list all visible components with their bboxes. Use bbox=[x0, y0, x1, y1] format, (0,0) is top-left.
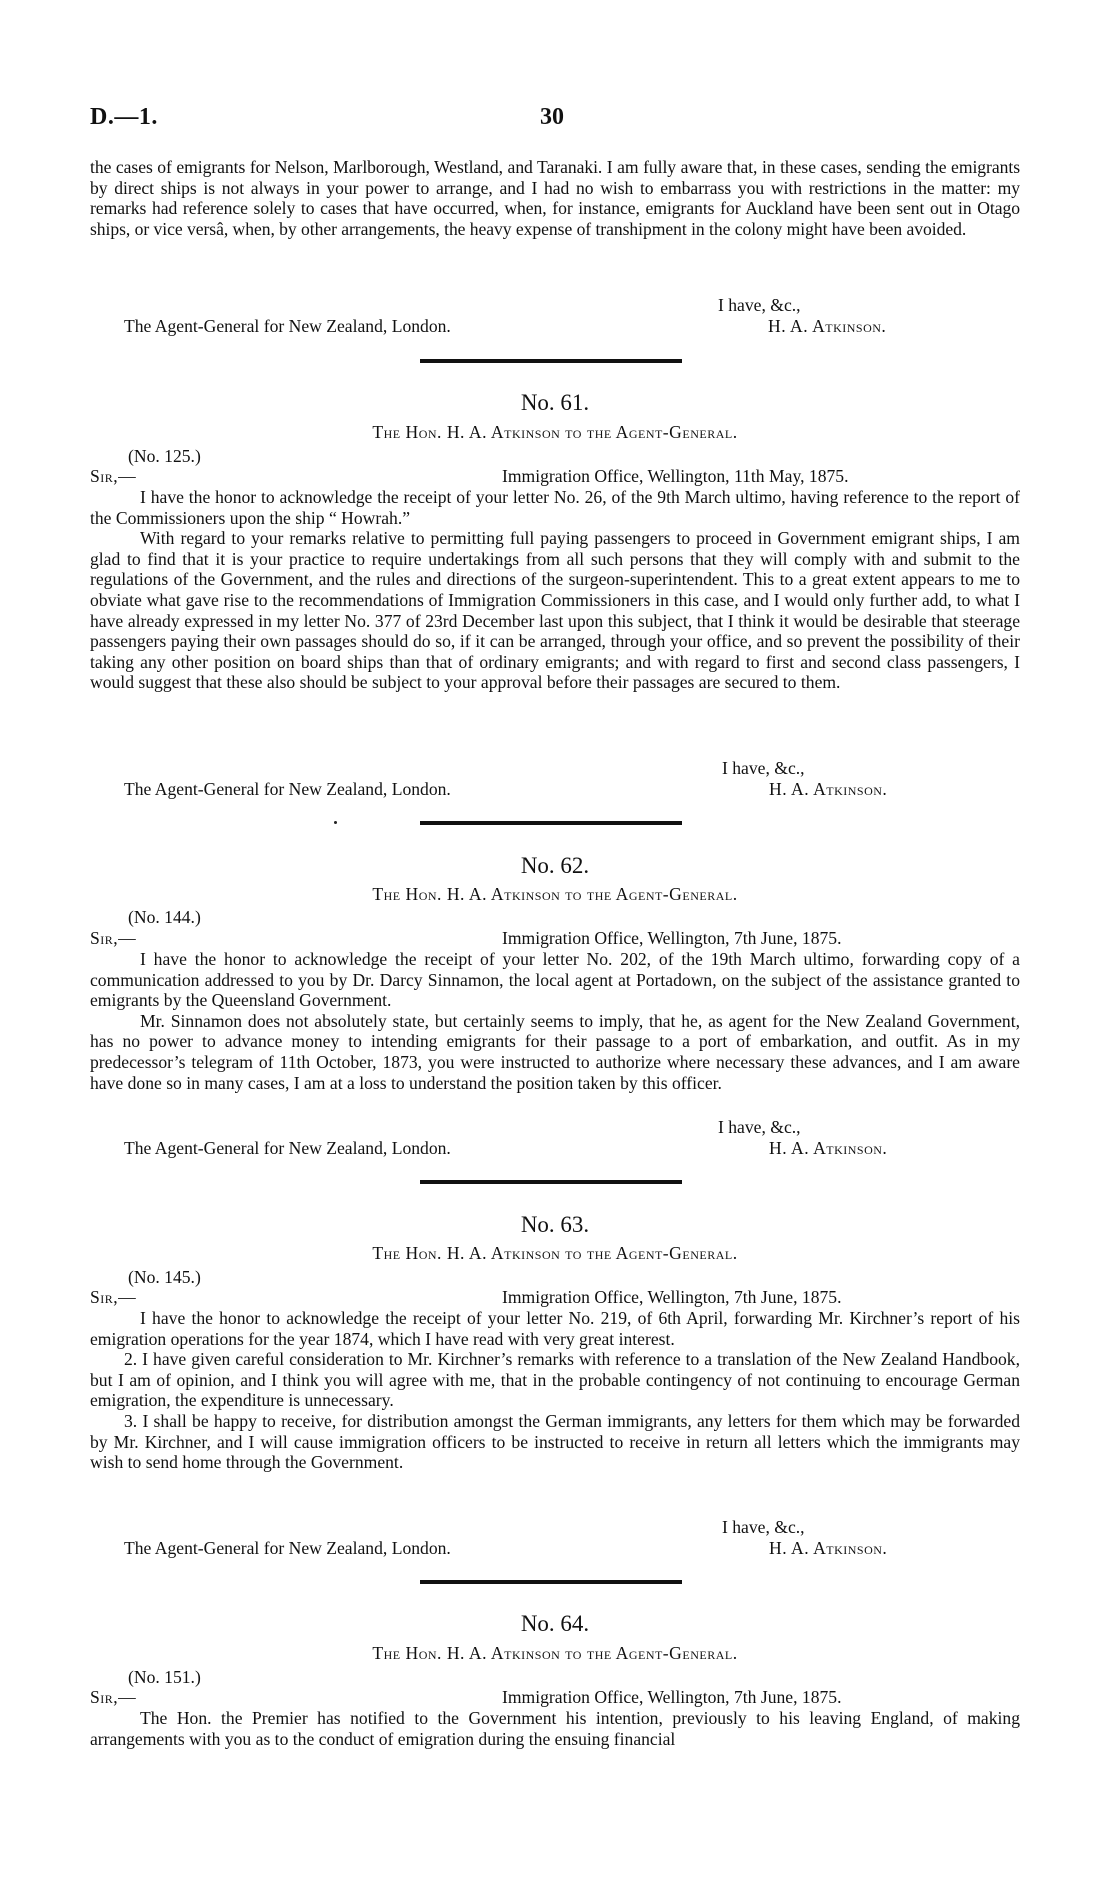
letter-number: No. 61. bbox=[520, 390, 590, 415]
paragraph: I have the honor to acknowledge the receipt of your letter No. 219, of 6th April, forwarding Mr. Kirchner’s report of his emigration operations for the year 1874, which I have read with very great interest. bbox=[90, 1308, 1020, 1349]
letter-body bbox=[90, 949, 1020, 1093]
closing bbox=[90, 1117, 1020, 1137]
letter-number: No. 64. bbox=[520, 1611, 590, 1636]
addressee: The Agent-General for New Zealand, London. bbox=[124, 316, 451, 336]
closing bbox=[90, 295, 1020, 315]
closing-formula: I have, &c., bbox=[722, 758, 805, 778]
letter-heading: The Hon. H. A. Atkinson to the Agent-General. bbox=[372, 884, 738, 904]
dateline: Immigration Office, Wellington, 7th June, 1875. bbox=[502, 1687, 842, 1707]
closing bbox=[90, 1517, 1020, 1537]
paragraph: I have the honor to acknowledge the receipt of your letter No. 202, of the 19th March ultimo, forwarding copy of a communication addressed to you by Dr. Darcy Sinnamon, the local agent at Portadown, on the subject of the assistance granted to emigrants by the Queensland Government. bbox=[90, 949, 1020, 1011]
paragraph: I have the honor to acknowledge the receipt of your letter No. 26, of the 9th March ultimo, having reference to the report of the Commissioners upon the ship “ Howrah.” bbox=[90, 487, 1020, 528]
document-reference: D.—1. bbox=[90, 104, 158, 130]
closing-formula: I have, &c., bbox=[722, 1517, 805, 1537]
addressee: The Agent-General for New Zealand, London. bbox=[124, 1138, 451, 1158]
paragraph: 3. I shall be happy to receive, for distribution amongst the German immigrants, any letters for them which may be forwarded by Mr. Kirchner, and I will cause immigration officers to be instructed to receive in return all letters which the immigrants may wish to send home through the Government. bbox=[90, 1410, 1020, 1473]
letter-heading: The Hon. H. A. Atkinson to the Agent-General. bbox=[372, 422, 738, 442]
letter-reference: (No. 144.) bbox=[128, 907, 201, 927]
sign-off bbox=[90, 316, 1020, 336]
sign-off bbox=[90, 779, 1020, 799]
section-divider bbox=[420, 1180, 682, 1184]
salutation: Sir,— bbox=[90, 928, 137, 948]
paragraph: The Hon. the Premier has notified to the Government his intention, previously to his leaving England, of making arrangements with you as to the conduct of emigration during the ensuing financial bbox=[90, 1708, 1020, 1749]
letter-heading: The Hon. H. A. Atkinson to the Agent-General. bbox=[372, 1243, 738, 1263]
closing-formula: I have, &c., bbox=[718, 295, 801, 315]
letter-body bbox=[90, 1708, 1020, 1749]
letter-number: No. 62. bbox=[520, 853, 590, 878]
continued-letter bbox=[90, 157, 1020, 239]
salutation: Sir,— bbox=[90, 1287, 137, 1307]
dateline: Immigration Office, Wellington, 7th June, 1875. bbox=[502, 928, 842, 948]
section-divider bbox=[420, 821, 682, 825]
letter-reference: (No. 145.) bbox=[128, 1267, 201, 1287]
closing bbox=[90, 758, 1020, 778]
sign-off bbox=[90, 1138, 1020, 1158]
section-divider bbox=[420, 1580, 682, 1584]
dateline: Immigration Office, Wellington, 11th May, 1875. bbox=[502, 466, 849, 486]
signature: H. A. Atkinson. bbox=[768, 316, 887, 336]
salutation-line bbox=[90, 466, 1020, 486]
closing-formula: I have, &c., bbox=[718, 1117, 801, 1137]
addressee: The Agent-General for New Zealand, London. bbox=[124, 1538, 451, 1558]
page-number: 30 bbox=[540, 104, 564, 130]
letter-reference: (No. 125.) bbox=[128, 446, 201, 466]
paragraph bbox=[90, 157, 1020, 239]
dateline: Immigration Office, Wellington, 7th June, 1875. bbox=[502, 1287, 842, 1307]
salutation-line bbox=[90, 928, 1020, 948]
letter-body bbox=[90, 487, 1020, 693]
letter-reference: (No. 151.) bbox=[128, 1667, 201, 1687]
salutation-line bbox=[90, 1287, 1020, 1307]
running-header bbox=[90, 104, 1020, 138]
paragraph: With regard to your remarks relative to permitting full paying passengers to proceed in Government emigrant ships, I am glad to find that it is your practice to require undertakings from all such persons that they will comply with and submit to the regulations of the Government, and the rules and directions of the surgeon-superintendent. This to a great extent appears to me to obviate what gave rise to the recommendations of Immigration Commissioners in this case, and I would only further add, to what I have already expressed in my letter No. 377 of 23rd December last upon this subject, that I think it would be desirable that steerage passengers paying their own passages should do so, if it can be arranged, through your office, and so prevent the possibility of their taking any other position on board ships than that of ordinary emigrants; and with regard to first and second class passengers, I would suggest that these also should be subject to your approval before their passages are secured to them. bbox=[90, 528, 1020, 693]
salutation-line bbox=[90, 1687, 1020, 1707]
salutation: Sir,— bbox=[90, 1687, 137, 1707]
addressee: The Agent-General for New Zealand, London. bbox=[124, 779, 451, 799]
signature: H. A. Atkinson. bbox=[769, 1538, 888, 1558]
sign-off bbox=[90, 1538, 1020, 1558]
salutation: Sir,— bbox=[90, 466, 137, 486]
paragraph: Mr. Sinnamon does not absolutely state, but certainly seems to imply, that he, as agent for the New Zealand Government, has no power to advance money to intending emigrants for their passage to a port of embarkation, and outfit. As in my predecessor’s telegram of 11th October, 1873, you were instructed to authorize where necessary these advances, and I am aware have done so in many cases, I am at a loss to understand the position taken by this officer. bbox=[90, 1010, 1020, 1093]
paragraph-text: the cases of emigrants for Nelson, Marlborough, Westland, and Taranaki. I am fully aware that, in these cases, sending the emigrants by direct ships is not always in your power to arrange, and I had no wish to embarrass you with restrictions in the matter: my remarks had reference solely to cases that have occurred, when, for instance, emigrants for Auckland have been sent out in Otago ships, or vice versâ, when, by other arrangements, the heavy expense of transhipment in the colony might have been avoided. bbox=[90, 157, 1020, 239]
signature: H. A. Atkinson. bbox=[769, 779, 888, 799]
letter-number: No. 63. bbox=[520, 1212, 590, 1237]
signature: H. A. Atkinson. bbox=[769, 1138, 888, 1158]
stray-mark bbox=[334, 821, 337, 824]
letter-heading: The Hon. H. A. Atkinson to the Agent-General. bbox=[372, 1643, 738, 1663]
section-divider bbox=[420, 359, 682, 363]
letter-body bbox=[90, 1308, 1020, 1473]
paragraph: 2. I have given careful consideration to Mr. Kirchner’s remarks with reference to a translation of the New Zealand Handbook, but I am of opinion, and I think you will agree with me, that in the probable contingency of not continuing to encourage German emigration, the expenditure is unnecessary. bbox=[90, 1349, 1020, 1411]
